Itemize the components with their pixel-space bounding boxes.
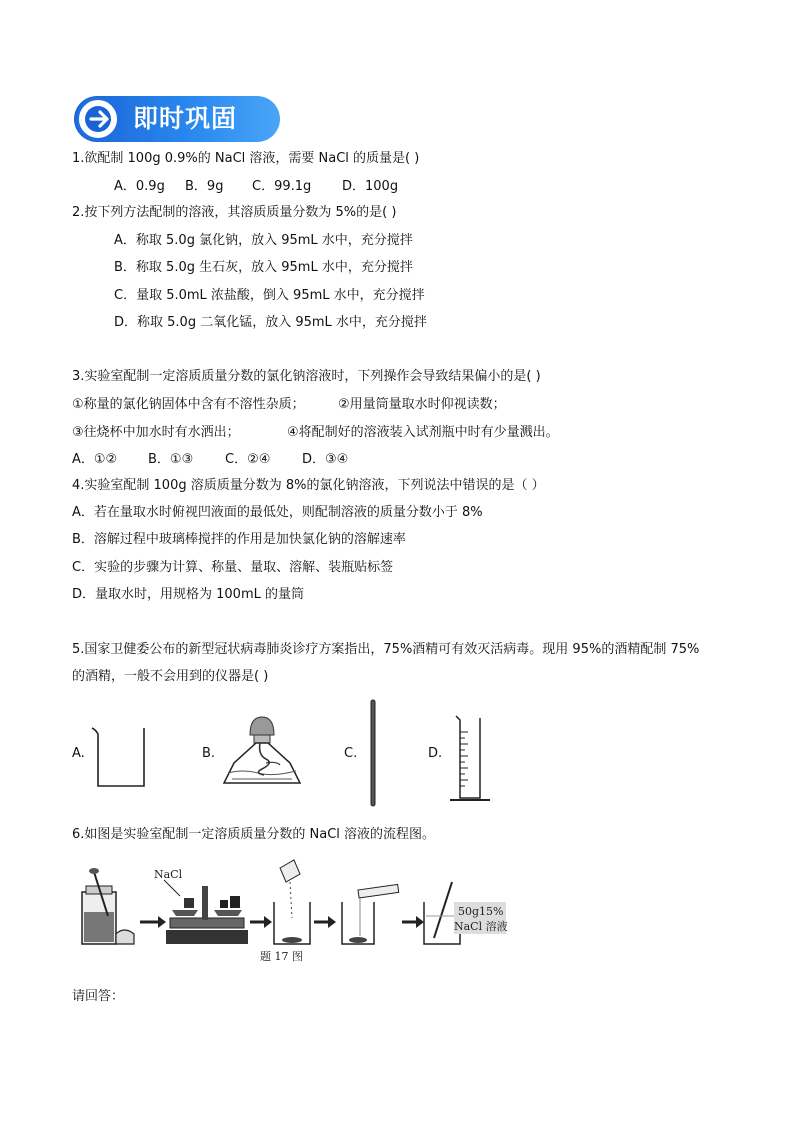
q1-option-c: C．99.1g: [252, 179, 312, 194]
pouring-water-icon: [342, 884, 399, 944]
q2-option-b: B．称取 5.0g 生石灰，放入 95mL 水中，充分搅拌: [114, 260, 413, 275]
solution-label-line1: 50g15%: [458, 905, 504, 918]
q4-option-d: D．量取水时，用规格为 100mL 的量筒: [72, 587, 304, 602]
q3-item-1: ①称量的氯化钠固体中含有不溶性杂质；: [72, 397, 305, 412]
solution-label-line2: NaCl 溶液: [454, 920, 508, 933]
figure-caption: 题 17 图: [260, 950, 303, 963]
alcohol-lamp-icon: [218, 713, 306, 793]
answer-prompt: 请回答：: [72, 989, 125, 1004]
glass-rod-icon: [366, 698, 380, 810]
q2-option-d: D．称取 5.0g 二氧化锰，放入 95mL 水中，充分搅拌: [114, 315, 427, 330]
q4-option-b: B．溶解过程中玻璃棒搅拌的作用是加快氯化钠的溶解速率: [72, 532, 406, 547]
q5-label-a: A.: [72, 746, 85, 761]
q3-option-d: D．③④: [302, 452, 349, 467]
q3-option-b: B．①③: [148, 452, 194, 467]
q3-item-4: ④将配制好的溶液装入试剂瓶中时有少量溅出。: [287, 425, 559, 440]
question-3-stem: 3.实验室配制一定溶质质量分数的氯化钠溶液时，下列操作会导致结果偏小的是( ): [72, 369, 541, 384]
q5-label-c: C.: [344, 746, 358, 761]
beaker-icon: [88, 722, 152, 792]
q4-option-c: C．实验的步骤为计算、称量、量取、溶解、装瓶贴标签: [72, 560, 394, 575]
question-1-stem: 1.欲配制 100g 0.9%的 NaCl 溶液，需要 NaCl 的质量是( ): [72, 151, 420, 166]
question-5-stem-line1: 5.国家卫健委公布的新型冠状病毒肺炎诊疗方案指出，75%酒精可有效灭活病毒。现用 95%的酒精配制 75%: [72, 642, 700, 657]
nacl-label: NaCl: [154, 868, 183, 881]
q1-option-b: B．9g: [185, 179, 224, 194]
flow-arrow-icon: [314, 916, 336, 928]
beaker-pouring-icon: [274, 860, 310, 944]
question-2-stem: 2.按下列方法配制的溶液，其溶质质量分数为 5%的是( ): [72, 205, 397, 220]
q1-option-a: A．0.9g: [114, 179, 165, 194]
question-4-stem: 4.实验室配制 100g 溶质质量分数为 8%的氯化钠溶液，下列说法中错误的是（ ）: [72, 478, 545, 493]
q5-label-d: D.: [428, 746, 443, 761]
q3-option-c: C．②④: [225, 452, 271, 467]
flow-arrow-icon: [402, 916, 424, 928]
question-6-stem: 6.如图是实验室配制一定溶质质量分数的 NaCl 溶液的流程图。: [72, 827, 436, 842]
flow-arrow-icon: [250, 916, 272, 928]
q4-option-a: A．若在量取水时俯视凹液面的最低处，则配制溶液的质量分数小于 8%: [72, 505, 483, 520]
q3-option-a: A．①②: [72, 452, 118, 467]
q3-item-2: ②用量筒量取水时仰视读数；: [338, 397, 506, 412]
question-5-stem-line2: 的酒精，一般不会用到的仪器是( ): [72, 669, 269, 684]
graduated-cylinder-icon: [446, 714, 494, 806]
q1-option-d: D．100g: [342, 179, 399, 194]
q3-item-3: ③往烧杯中加水时有水洒出；: [72, 425, 240, 440]
reagent-bottle-icon: [82, 868, 134, 944]
arrow-right-circle-icon: [76, 97, 120, 141]
q2-option-a: A．称取 5.0g 氯化钠，放入 95mL 水中，充分搅拌: [114, 233, 413, 248]
q2-option-c: C．量取 5.0mL 浓盐酸，倒入 95mL 水中，充分搅拌: [114, 288, 425, 303]
flowchart-figure: [74, 852, 514, 964]
q5-label-b: B.: [202, 746, 216, 761]
flow-arrow-icon: [140, 916, 166, 928]
section-title: 即时巩固: [133, 104, 238, 133]
